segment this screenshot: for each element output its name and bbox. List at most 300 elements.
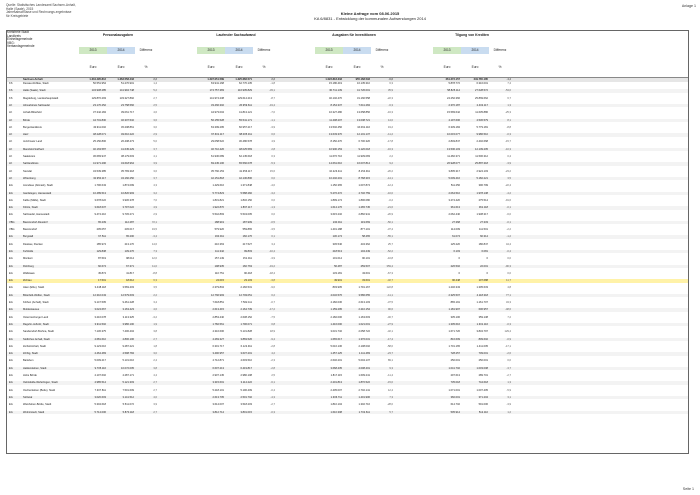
cell-value: 3,5	[153, 286, 157, 290]
cell-value: 30.711.139	[329, 89, 342, 93]
row-type-code: EG	[9, 330, 13, 334]
cell-value: -0,7	[270, 301, 275, 304]
cell-value: 4.464.483	[94, 352, 106, 356]
table-row	[7, 403, 688, 407]
cell-value: 11.408.207	[329, 118, 342, 122]
unit-header: %	[144, 65, 148, 69]
cell-value: 0,4	[507, 155, 511, 158]
table-row	[7, 279, 688, 283]
cell-value: 3,4	[271, 242, 275, 246]
cell-value: 5.218.101	[212, 388, 224, 392]
cell-value: -0,3	[506, 322, 511, 326]
cell-value: 1.702.611	[358, 410, 370, 414]
cell-value: 2.501.702	[240, 395, 252, 399]
table-row	[7, 104, 688, 108]
table-row	[7, 126, 688, 130]
cell-value: 2,5	[153, 103, 157, 107]
cell-value: 114.009	[450, 228, 460, 231]
year-header: Differenz	[375, 48, 389, 52]
cell-value: 63.399.295	[211, 125, 224, 129]
cell-value: -23,7	[387, 352, 393, 356]
row-type-code: EG	[9, 322, 13, 326]
cell-value: 6.339.184	[448, 125, 460, 129]
cell-value: 44.701.830	[93, 118, 106, 122]
cell-value: -1,1	[270, 118, 275, 122]
table-row	[7, 381, 688, 385]
cell-value: 49.901	[334, 279, 342, 283]
cell-value: 1.978.138	[476, 191, 488, 195]
cell-value: -17,1	[505, 344, 511, 348]
cell-value: -32,7	[387, 279, 393, 283]
cell-value: 0,8	[271, 322, 275, 326]
cell-value: -1,3	[270, 206, 275, 210]
cell-value: 50.551.954	[93, 82, 106, 85]
table-row	[7, 396, 688, 400]
cell-value: 10.489.513	[93, 191, 106, 195]
cell-value: 43.911.002	[93, 125, 106, 129]
cell-value: 139.276	[124, 249, 134, 253]
cell-value: 24.015	[216, 279, 224, 283]
cell-value: 4,0	[153, 395, 157, 399]
cell-value: -20,2	[387, 169, 393, 173]
row-type-code: EG	[9, 242, 13, 246]
cell-value: 4.269.327	[212, 337, 224, 341]
cell-value: -5,3	[270, 162, 275, 166]
unit-header: %	[380, 65, 384, 69]
cell-value: 16.135.310	[357, 82, 370, 85]
cell-value: 9.986.510	[476, 133, 488, 137]
row-type-code: EG	[9, 352, 13, 356]
table-row	[7, 330, 688, 334]
cell-value: 0,0	[507, 359, 511, 363]
cell-value: 17.501	[98, 279, 106, 283]
cell-value: -37,5	[387, 301, 393, 304]
cell-value: 371.204	[478, 395, 488, 399]
cell-value: 1.302.716	[358, 403, 370, 407]
cell-value: 9.705.116	[94, 366, 106, 370]
row-name: Sandersdorf-Brehna, Stadt	[23, 330, 54, 334]
cell-value: 3.163.423	[122, 308, 134, 312]
cell-value: 116.905.829	[237, 89, 252, 93]
row-type-code: EG	[9, 403, 13, 407]
cell-value: -50,1	[387, 220, 393, 224]
cell-value: -4,2	[506, 191, 511, 195]
unit-header: Euro	[117, 65, 125, 69]
row-name: Sachsen-Anhalt	[23, 78, 43, 81]
cell-value: 7.501.609	[122, 388, 134, 392]
cell-value: 11.676.716	[329, 155, 342, 158]
cell-value: 29.058.522	[211, 140, 224, 144]
cell-value: 36.683.947	[93, 155, 106, 158]
cell-value: -25,3	[505, 111, 511, 115]
cell-value: 2,7	[153, 388, 157, 392]
cell-value: 1.305.616	[448, 322, 460, 326]
row-name: Salzlandkreis	[23, 162, 39, 166]
cell-value: 5,0	[153, 140, 157, 144]
cell-value: 6,3	[153, 279, 157, 283]
cell-value: -3,7	[506, 366, 511, 370]
cell-value: 63.941.168	[211, 82, 224, 85]
table-row	[7, 82, 688, 86]
cell-value: 62.145.618	[239, 155, 252, 158]
cell-value: 9.147.505	[94, 301, 106, 304]
cell-value: 2.325.507	[448, 293, 460, 297]
row-type-code: LK	[9, 133, 13, 137]
cell-value: -20,9	[387, 213, 393, 217]
cell-value: 39.061.717	[121, 111, 134, 115]
row-name: Oebisfelde-Weferlingen, Stadt	[23, 381, 58, 385]
row-type-code: EG	[9, 315, 13, 319]
row-type-code: LK	[9, 111, 13, 115]
cell-value: 261.272.157	[445, 78, 460, 81]
cell-value: -8,8	[506, 125, 511, 129]
cell-value: 1,2	[507, 410, 511, 414]
cell-value: 1.021.001	[358, 322, 370, 326]
cell-value: 18.612	[126, 279, 134, 283]
cell-value: 1.817.115	[330, 374, 342, 377]
cell-value: 877.101	[360, 228, 370, 231]
row-name: Magdeburg, Landeshauptstadt	[23, 96, 59, 100]
cell-value: 55.541.171	[239, 118, 252, 122]
table-row	[7, 272, 688, 276]
cell-value: 22.001	[480, 264, 488, 268]
cell-value: 11.635.886	[475, 111, 488, 115]
cell-value: 1.701.165	[448, 344, 460, 348]
cell-value: 1.306.711	[330, 395, 342, 399]
table-row	[7, 89, 688, 93]
cell-value: 112.287	[124, 220, 134, 224]
cell-value: -37,4	[387, 228, 393, 231]
cell-value: 5.009.217	[94, 359, 106, 363]
cell-value: 210.363	[214, 242, 224, 246]
cell-value: 6.081	[481, 249, 488, 253]
cell-value: 2.924.103	[476, 169, 488, 173]
cell-value: -16,3	[387, 147, 393, 151]
table-row	[7, 213, 688, 217]
cell-value: 5,2	[153, 89, 157, 93]
cell-value: 2.638.152	[240, 315, 252, 319]
cell-value: -32,1	[387, 330, 393, 334]
table-row	[7, 221, 688, 225]
cell-value: -7,5	[270, 315, 275, 319]
cell-value: 90.101	[362, 257, 370, 261]
row-name: Hohe Börde	[23, 374, 37, 377]
row-type-code: EG	[9, 213, 13, 217]
cell-value: 3,2	[153, 191, 157, 195]
cell-value: 5.276.472	[330, 191, 342, 195]
cell-value: -10,8	[387, 257, 393, 261]
table-row	[7, 316, 688, 320]
cell-value: 6.607.213	[212, 366, 224, 370]
cell-value: -90,3	[505, 264, 511, 268]
table-row	[7, 359, 688, 363]
cell-value: 13.658.856	[357, 111, 370, 115]
cell-value: 360.001	[450, 395, 460, 399]
cell-value: -11,4	[387, 374, 393, 377]
cell-value: 0,6	[271, 133, 275, 137]
cell-value: 3,7	[153, 147, 157, 151]
cell-value: 3,8	[153, 366, 157, 370]
cell-value: 1.870.522	[358, 381, 370, 385]
cell-value: 9.474.210	[94, 213, 106, 217]
cell-value: 35.760.153	[211, 169, 224, 173]
cell-value: 67.371	[126, 264, 134, 268]
cell-value: 141.974.238	[209, 96, 224, 100]
row-name: Aken (Elbe), Stadt	[23, 286, 45, 290]
cell-value: 3.869.526	[240, 337, 252, 341]
cell-value: 14,6	[151, 242, 157, 246]
cell-value: -0,3	[270, 410, 275, 414]
cell-value: 249.765.185	[473, 78, 488, 81]
cell-value: 245.017	[124, 228, 134, 231]
cell-value: 3.812.714	[212, 410, 224, 414]
row-type-code: LK	[9, 169, 13, 173]
cell-value: 68.005.311	[239, 133, 252, 137]
cell-value: 2,7	[153, 381, 157, 385]
cell-value: -2,7	[270, 403, 275, 407]
cell-value: 361.118	[478, 206, 488, 210]
cell-value: -10,0	[387, 191, 393, 195]
column-group-header: Tilgung von Krediten	[455, 33, 489, 37]
cell-value: 1.938.317	[476, 213, 488, 217]
cell-value: 49.610.222	[121, 133, 134, 137]
cell-value: 2.058.722	[358, 330, 370, 334]
cell-value: 14,0	[387, 118, 393, 122]
cell-value: 2.613.705	[212, 395, 224, 399]
cell-value: 0,0	[507, 271, 511, 275]
cell-value: 12.793.051	[239, 293, 252, 297]
cell-value: 10.072.005	[121, 366, 134, 370]
cell-value: 37.342.184	[93, 111, 106, 115]
cell-value: 0,2	[271, 293, 275, 297]
cell-value: -4,0	[270, 184, 275, 188]
cell-value: 0,0	[271, 213, 275, 217]
table-row	[7, 184, 688, 188]
cell-value: 213.170	[124, 242, 134, 246]
cell-value: -91,6	[505, 198, 511, 202]
cell-value: 5.131.828	[240, 330, 252, 334]
cell-value: 289.701	[478, 374, 488, 377]
unit-header: Euro	[353, 65, 361, 69]
page-number: Seite 1	[682, 487, 694, 491]
cell-value: 1.810.104	[330, 403, 342, 407]
cell-value: -8,8	[152, 271, 157, 275]
unit-header: Euro	[443, 65, 451, 69]
row-type-code: EG	[9, 359, 13, 363]
table-row	[7, 308, 688, 312]
cell-value: 1.796.071	[240, 322, 252, 326]
cell-value: 35.783.318	[121, 169, 134, 173]
cell-value: 4.712.871	[212, 359, 224, 363]
cell-value: 46.307.532	[121, 118, 134, 122]
cell-value: 955.168.593	[355, 78, 370, 81]
cell-value: 4.536.579	[476, 118, 488, 122]
row-type-code: KS	[9, 89, 13, 93]
cell-value: 8.154.911	[358, 169, 370, 173]
cell-value: 3,5	[507, 176, 511, 180]
row-name: Muldestausee	[23, 308, 40, 312]
cell-value: 1.401.188	[330, 228, 342, 231]
cell-value: -17,4	[387, 337, 393, 341]
cell-value: 0,0	[271, 198, 275, 202]
cell-value: 180.847	[478, 242, 488, 246]
row-name: Salzwedel, Hansestadt	[23, 213, 50, 217]
cell-value: 5.511.072	[122, 403, 134, 407]
cell-value: -11,1	[387, 293, 393, 297]
cell-value: -3,9	[270, 125, 275, 129]
cell-value: 3,6	[153, 169, 157, 173]
cell-value: 3.614.007	[212, 403, 224, 407]
cell-value: 359.138	[478, 315, 488, 319]
cell-value: 2.853.440	[212, 315, 224, 319]
cell-value: -2,8	[270, 344, 275, 348]
cell-value: 1.150.365	[330, 184, 342, 188]
cell-value: 26.928.077	[447, 162, 460, 166]
cell-value: 1.671.726	[448, 330, 460, 334]
row-type-code: EG	[9, 206, 13, 210]
row-name: Burgenlandkreis	[23, 125, 42, 129]
cell-value: 51.270.901	[121, 82, 134, 85]
cell-value: -6,1	[270, 381, 275, 385]
cell-value: -17,8	[387, 140, 393, 144]
cell-value: 160.176	[242, 235, 252, 239]
cell-value: 2,2	[153, 293, 157, 297]
table-row	[7, 119, 688, 123]
cell-value: 5.878.772	[448, 82, 460, 85]
cell-value: 4.316.606	[212, 330, 224, 334]
cell-value: 3.216.078	[94, 315, 106, 319]
cell-value: 188.919	[214, 220, 224, 224]
cell-value: 5.196.409	[240, 388, 252, 392]
cell-value: 3.618.637	[94, 206, 106, 210]
cell-value: 10.202.201	[329, 176, 342, 180]
cell-value: 579.926	[214, 228, 224, 231]
cell-value: 9.745.271	[122, 213, 134, 217]
cell-value: 2,8	[271, 147, 275, 151]
cell-value: 90,6	[387, 308, 393, 312]
cell-value: -27,9	[387, 322, 393, 326]
cell-value: -0,3	[506, 133, 511, 137]
cell-value: 1.457.125	[330, 352, 342, 356]
cell-value: 4,4	[153, 374, 157, 377]
cell-value: 3.113.325	[122, 315, 134, 319]
cell-value: 3.801.015	[240, 410, 252, 414]
year-header: 2014	[107, 47, 135, 54]
cell-value: 2,2	[389, 155, 393, 158]
table-row	[7, 265, 688, 269]
unit-header: %	[498, 65, 502, 69]
row-name: Dieskau, Flecken	[23, 242, 43, 246]
cell-value: 101.014	[332, 257, 342, 261]
cell-value: -3,8	[270, 279, 275, 283]
cell-value: 0,0	[507, 257, 511, 261]
cell-value: 5.016.136	[330, 344, 342, 348]
cell-value: 1.181.997	[448, 308, 460, 312]
cell-value: 87.519	[98, 257, 106, 261]
cell-value: 23.170.252	[93, 103, 106, 107]
cell-value: 24.252.366	[447, 96, 460, 100]
table-row	[7, 235, 688, 239]
cell-value: 119.669	[360, 220, 370, 224]
cell-value: -19,2	[269, 264, 275, 268]
cell-value: -48,6	[505, 308, 511, 312]
cell-value: 4.603.510	[240, 359, 252, 363]
cell-value: -0,1	[506, 206, 511, 210]
row-type-code: EG	[9, 301, 13, 304]
cell-value: -6,3	[388, 103, 393, 107]
cell-value: 2,7	[153, 96, 157, 100]
row-name: Wolmirstedt, Stadt	[23, 410, 45, 414]
row-name: Mansfeld-Südharz	[23, 147, 45, 151]
table-row	[7, 367, 688, 371]
table-row	[7, 374, 688, 378]
cell-value: 48.025.583	[239, 147, 252, 151]
row-name: Raguhn-Jeßnitz, Stadt	[23, 322, 49, 326]
table-row	[7, 192, 688, 196]
cell-value: 8.154.337	[330, 103, 342, 107]
cell-value: 1.325.666.571	[235, 78, 252, 81]
cell-value: 160.011	[214, 235, 224, 239]
cell-value: 2.108.002	[358, 344, 370, 348]
cell-value: 3.805.317	[448, 169, 460, 173]
cell-value: 728.257	[450, 352, 460, 356]
row-name: Kalbe (Milde), Stadt	[23, 198, 46, 202]
cell-value: 5.543.005	[240, 213, 252, 217]
cell-value: 1,8	[153, 344, 157, 348]
row-name: Saalekreis	[23, 155, 36, 158]
cell-value: 1.246.343	[448, 286, 460, 290]
cell-value: 1.161.707	[476, 301, 488, 304]
cell-value: 2.164.739	[240, 308, 252, 312]
cell-value: 60.674	[98, 264, 106, 268]
cell-value: 8.768.315	[358, 176, 370, 180]
cell-value: 56.487	[334, 264, 342, 268]
cell-value: 15,6	[269, 169, 275, 173]
cell-value: 41.645.229	[121, 147, 134, 151]
cell-value: 7,0	[153, 198, 157, 202]
row-name: Südliches Anhalt, Stadt	[23, 337, 50, 341]
cell-value: 44,4	[505, 242, 511, 246]
row-name: Haldensleben, Stadt	[23, 366, 47, 370]
cell-value: 27.333	[480, 220, 488, 224]
cell-value: 1.796.643	[94, 184, 106, 188]
cell-value: 5.121.303	[122, 381, 134, 385]
row-name: Sülzetal	[23, 395, 33, 399]
cell-value: 13.506.103	[447, 147, 460, 151]
row-name: Möckern	[23, 257, 33, 261]
table-row	[7, 140, 688, 144]
cell-value: 6,7	[507, 96, 511, 100]
cell-value: 1.609.241	[358, 374, 370, 377]
table-row	[7, 133, 688, 137]
cell-value: 0,1	[271, 235, 275, 239]
cell-value: 42.130.806	[239, 176, 252, 180]
cell-value: 511.256	[450, 184, 460, 188]
cell-value: 9.123.016	[94, 344, 106, 348]
row-type-code: EG	[9, 198, 13, 202]
cell-value: 512.110	[478, 410, 488, 414]
cell-value: 125.220	[450, 242, 460, 246]
row-type-code: EG	[9, 388, 13, 392]
table-row	[7, 250, 688, 254]
unit-header: Euro	[235, 65, 243, 69]
cell-value: -46,7	[387, 315, 393, 319]
cell-value: 434.362	[360, 242, 370, 246]
cell-value: 2.405.007	[330, 388, 342, 392]
column-group-header: Personalausgaben	[102, 33, 134, 37]
cell-value: 1.429.616	[212, 184, 224, 188]
cell-value: 8,1	[507, 118, 511, 122]
